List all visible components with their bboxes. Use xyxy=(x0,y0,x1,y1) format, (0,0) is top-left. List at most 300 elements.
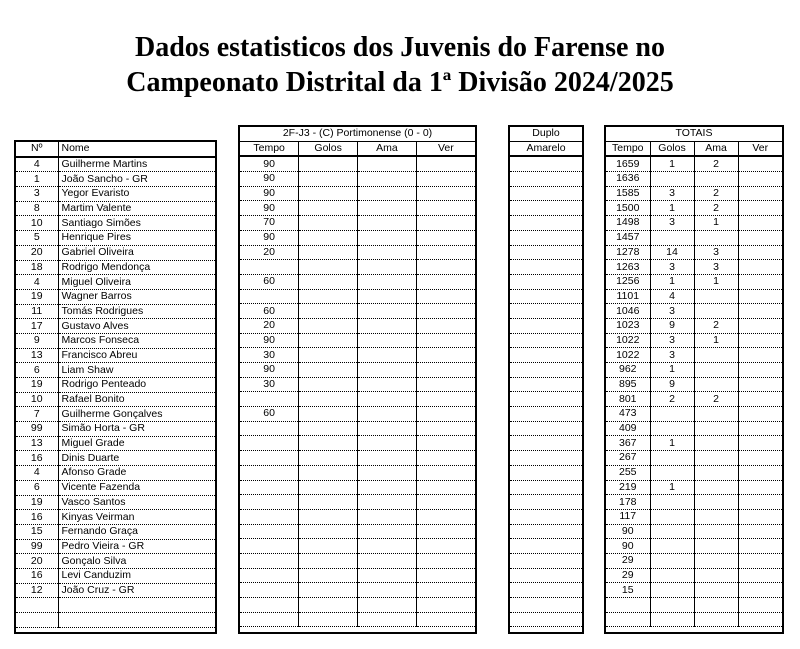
table-row xyxy=(240,598,475,613)
player-name: Gustavo Alves xyxy=(58,319,215,334)
table-row xyxy=(16,583,215,598)
totals-golos: 4 xyxy=(650,289,694,304)
player-number: 10 xyxy=(16,392,58,407)
match-tempo xyxy=(240,568,299,583)
totals-golos: 3 xyxy=(650,186,694,201)
table-row xyxy=(510,612,582,627)
table-row xyxy=(240,480,475,495)
match-golos xyxy=(299,407,358,422)
duplo-table-block xyxy=(508,125,584,634)
duplo-cell xyxy=(510,465,582,480)
totals-ver xyxy=(738,274,782,289)
table-row xyxy=(510,363,582,378)
title-line-1: Dados estatisticos dos Juvenis do Farense no xyxy=(135,32,665,63)
totals-tempo: 801 xyxy=(606,392,650,407)
duplo-cell xyxy=(510,568,582,583)
totals-ama: 2 xyxy=(694,186,738,201)
player-number: 3 xyxy=(16,187,58,202)
table-row xyxy=(510,583,582,598)
match-golos xyxy=(299,156,358,171)
totals-golos xyxy=(650,553,694,568)
table-row xyxy=(510,333,582,348)
player-name: Kinyas Veirman xyxy=(58,510,215,525)
totals-tempo: 90 xyxy=(606,539,650,554)
duplo-header-row xyxy=(510,127,582,141)
table-row xyxy=(16,201,215,216)
table-row xyxy=(16,275,215,290)
player-number: 1 xyxy=(16,172,58,187)
match-tempo xyxy=(240,524,299,539)
player-name: Marcos Fonseca xyxy=(58,333,215,348)
table-row xyxy=(606,495,782,510)
match-ver xyxy=(416,392,475,407)
totals-golos: 1 xyxy=(650,156,694,171)
table-row xyxy=(16,231,215,246)
player-name: Wagner Barros xyxy=(58,289,215,304)
totals-golos xyxy=(650,568,694,583)
match-tempo: 90 xyxy=(240,333,299,348)
player-number: 19 xyxy=(16,495,58,510)
player-number: 16 xyxy=(16,510,58,525)
duplo-cell xyxy=(510,245,582,260)
totals-ver xyxy=(738,201,782,216)
match-ver xyxy=(416,363,475,378)
duplo-cell xyxy=(510,392,582,407)
totals-ama: 1 xyxy=(694,274,738,289)
match-ama xyxy=(358,230,417,245)
duplo-cell xyxy=(510,421,582,436)
match-ama xyxy=(358,333,417,348)
table-row xyxy=(606,436,782,451)
totals-tempo: 1636 xyxy=(606,172,650,187)
totals-golos: 14 xyxy=(650,245,694,260)
totals-header: Ver xyxy=(738,141,782,156)
table-row xyxy=(510,407,582,422)
totals-ama xyxy=(694,568,738,583)
match-tempo: 70 xyxy=(240,216,299,231)
match-ver xyxy=(416,421,475,436)
totals-ama xyxy=(694,495,738,510)
totals-tempo: 962 xyxy=(606,363,650,378)
table-row xyxy=(240,436,475,451)
totals-tempo: 895 xyxy=(606,377,650,392)
table-row xyxy=(16,613,215,628)
table-row xyxy=(510,539,582,554)
match-ver xyxy=(416,612,475,627)
player-number: 6 xyxy=(16,480,58,495)
match-tempo xyxy=(240,598,299,613)
totals-ama xyxy=(694,583,738,598)
table-row xyxy=(240,407,475,422)
match-ver xyxy=(416,274,475,289)
table-row xyxy=(510,421,582,436)
duplo-cell xyxy=(510,451,582,466)
match-ver xyxy=(416,509,475,524)
totals-ama xyxy=(694,451,738,466)
table-row xyxy=(510,568,582,583)
table-row xyxy=(606,509,782,524)
totals-tempo xyxy=(606,612,650,627)
match-tempo: 20 xyxy=(240,245,299,260)
player-number: 5 xyxy=(16,231,58,246)
match-tempo: 60 xyxy=(240,304,299,319)
totals-table xyxy=(606,127,782,627)
table-row xyxy=(240,245,475,260)
totals-golos xyxy=(650,451,694,466)
match-golos xyxy=(299,318,358,333)
table-row xyxy=(240,333,475,348)
table-row xyxy=(606,465,782,480)
match-tempo xyxy=(240,260,299,275)
match-tempo xyxy=(240,465,299,480)
player-name: Pedro Vieira - GR xyxy=(58,539,215,554)
totals-ama xyxy=(694,553,738,568)
match-tempo: 90 xyxy=(240,186,299,201)
duplo-cell xyxy=(510,407,582,422)
table-row xyxy=(606,245,782,260)
duplo-cell xyxy=(510,539,582,554)
match-tempo xyxy=(240,553,299,568)
match-ama xyxy=(358,612,417,627)
table-row xyxy=(16,568,215,583)
player-name: Gabriel Oliveira xyxy=(58,245,215,260)
match-tempo: 90 xyxy=(240,156,299,171)
match-golos xyxy=(299,230,358,245)
totals-golos xyxy=(650,495,694,510)
table-row xyxy=(240,201,475,216)
match-golos xyxy=(299,333,358,348)
table-row xyxy=(606,612,782,627)
player-name: João Sancho - GR xyxy=(58,172,215,187)
player-name: Rodrigo Penteado xyxy=(58,378,215,393)
player-name: Rodrigo Mendonça xyxy=(58,260,215,275)
player-name: Liam Shaw xyxy=(58,363,215,378)
player-number: 99 xyxy=(16,422,58,437)
totals-ama: 2 xyxy=(694,201,738,216)
totals-title: TOTAIS xyxy=(606,127,782,141)
duplo-cell xyxy=(510,348,582,363)
duplo-cell xyxy=(510,524,582,539)
totals-tempo: 409 xyxy=(606,421,650,436)
match-tempo xyxy=(240,495,299,510)
totals-tempo: 90 xyxy=(606,524,650,539)
match-ver xyxy=(416,465,475,480)
totals-ama xyxy=(694,421,738,436)
table-row xyxy=(606,274,782,289)
player-name: Martim Valente xyxy=(58,201,215,216)
match-ver xyxy=(416,289,475,304)
table-row xyxy=(240,568,475,583)
totals-ver xyxy=(738,230,782,245)
match-tempo xyxy=(240,451,299,466)
totals-ver xyxy=(738,260,782,275)
totals-tempo: 473 xyxy=(606,407,650,422)
player-number: 11 xyxy=(16,304,58,319)
table-row xyxy=(240,451,475,466)
table-row xyxy=(606,392,782,407)
match-title: 2F-J3 - (C) Portimonense (0 - 0) xyxy=(240,127,475,141)
totals-tempo: 29 xyxy=(606,553,650,568)
totals-ver xyxy=(738,333,782,348)
table-row xyxy=(510,524,582,539)
match-tempo: 60 xyxy=(240,407,299,422)
match-golos xyxy=(299,172,358,187)
table-row xyxy=(240,539,475,554)
match-ama xyxy=(358,407,417,422)
table-row xyxy=(240,318,475,333)
match-ama xyxy=(358,245,417,260)
duplo-cell xyxy=(510,583,582,598)
totals-ama xyxy=(694,436,738,451)
player-name: Gonçalo Silva xyxy=(58,554,215,569)
match-ver xyxy=(416,583,475,598)
totals-golos xyxy=(650,407,694,422)
totals-ver xyxy=(738,421,782,436)
match-ver xyxy=(416,348,475,363)
table-row xyxy=(16,495,215,510)
totals-header: Tempo xyxy=(606,141,650,156)
table-row xyxy=(510,553,582,568)
totals-tempo: 1263 xyxy=(606,260,650,275)
match-ver xyxy=(416,407,475,422)
match-header: Golos xyxy=(299,141,358,156)
match-ver xyxy=(416,260,475,275)
table-row xyxy=(510,172,582,187)
table-row xyxy=(16,260,215,275)
match-golos xyxy=(299,260,358,275)
player-name: Guilherme Martins xyxy=(58,157,215,172)
player-name: Francisco Abreu xyxy=(58,348,215,363)
duplo-cell xyxy=(510,230,582,245)
match-ama xyxy=(358,260,417,275)
player-number: 9 xyxy=(16,333,58,348)
match-golos xyxy=(299,480,358,495)
duplo-header: Amarelo xyxy=(510,141,582,156)
match-ver xyxy=(416,186,475,201)
player-number: 17 xyxy=(16,319,58,334)
table-row xyxy=(240,363,475,378)
duplo-cell xyxy=(510,363,582,378)
match-golos xyxy=(299,539,358,554)
match-ama xyxy=(358,451,417,466)
table-row xyxy=(240,392,475,407)
match-golos xyxy=(299,568,358,583)
player-number: 18 xyxy=(16,260,58,275)
table-row xyxy=(510,304,582,319)
totals-ver xyxy=(738,612,782,627)
match-ver xyxy=(416,377,475,392)
duplo-header: Duplo xyxy=(510,127,582,141)
match-ama xyxy=(358,568,417,583)
match-golos xyxy=(299,612,358,627)
totals-header: Ama xyxy=(694,141,738,156)
totals-ver xyxy=(738,465,782,480)
table-row xyxy=(606,318,782,333)
totals-ama: 1 xyxy=(694,333,738,348)
totals-tempo: 1498 xyxy=(606,216,650,231)
table-row xyxy=(240,260,475,275)
table-row xyxy=(240,509,475,524)
totals-header: Golos xyxy=(650,141,694,156)
match-ama xyxy=(358,436,417,451)
totals-golos: 2 xyxy=(650,392,694,407)
match-golos xyxy=(299,598,358,613)
table-row xyxy=(16,422,215,437)
duplo-table xyxy=(510,127,582,627)
match-tempo xyxy=(240,480,299,495)
player-number: 4 xyxy=(16,466,58,481)
duplo-cell xyxy=(510,172,582,187)
totals-tempo: 267 xyxy=(606,451,650,466)
table-row xyxy=(240,583,475,598)
totals-tempo: 255 xyxy=(606,465,650,480)
header-row xyxy=(240,141,475,156)
table-row xyxy=(606,333,782,348)
totals-ama xyxy=(694,377,738,392)
totals-golos: 3 xyxy=(650,333,694,348)
table-row xyxy=(240,172,475,187)
match-ver xyxy=(416,230,475,245)
match-tempo xyxy=(240,289,299,304)
table-row xyxy=(510,318,582,333)
match-ver xyxy=(416,318,475,333)
table-row xyxy=(16,157,215,172)
match-ama xyxy=(358,509,417,524)
totals-ama xyxy=(694,539,738,554)
match-tempo: 60 xyxy=(240,274,299,289)
match-golos xyxy=(299,451,358,466)
totals-ver xyxy=(738,216,782,231)
totals-ver xyxy=(738,377,782,392)
totals-ama: 3 xyxy=(694,245,738,260)
player-name: Rafael Bonito xyxy=(58,392,215,407)
table-row xyxy=(510,216,582,231)
totals-ver xyxy=(738,392,782,407)
match-ama xyxy=(358,348,417,363)
table-row xyxy=(606,451,782,466)
duplo-cell xyxy=(510,201,582,216)
totals-tempo: 1585 xyxy=(606,186,650,201)
totals-tempo: 1278 xyxy=(606,245,650,260)
totals-title-row xyxy=(606,127,782,141)
player-number: 12 xyxy=(16,583,58,598)
table-row xyxy=(510,495,582,510)
totals-tempo: 1500 xyxy=(606,201,650,216)
header-number: Nº xyxy=(16,142,58,157)
totals-tempo: 1023 xyxy=(606,318,650,333)
totals-ver xyxy=(738,245,782,260)
match-ver xyxy=(416,568,475,583)
totals-ver xyxy=(738,186,782,201)
totals-ama: 2 xyxy=(694,156,738,171)
match-golos xyxy=(299,524,358,539)
table-row xyxy=(16,333,215,348)
match-ver xyxy=(416,245,475,260)
match-golos xyxy=(299,553,358,568)
table-row xyxy=(606,539,782,554)
totals-golos xyxy=(650,524,694,539)
totals-golos: 1 xyxy=(650,274,694,289)
match-ama xyxy=(358,274,417,289)
table-row xyxy=(510,480,582,495)
player-name xyxy=(58,613,215,628)
duplo-cell xyxy=(510,274,582,289)
totals-golos xyxy=(650,612,694,627)
totals-tempo: 1659 xyxy=(606,156,650,171)
totals-tempo: 29 xyxy=(606,568,650,583)
totals-tempo: 117 xyxy=(606,509,650,524)
totals-ver xyxy=(738,451,782,466)
match-ama xyxy=(358,495,417,510)
match-tempo xyxy=(240,436,299,451)
totals-ver xyxy=(738,583,782,598)
table-row xyxy=(606,553,782,568)
totals-tempo: 1022 xyxy=(606,348,650,363)
match-ama xyxy=(358,465,417,480)
duplo-cell xyxy=(510,612,582,627)
player-number xyxy=(16,613,58,628)
player-name: Dinis Duarte xyxy=(58,451,215,466)
totals-golos: 1 xyxy=(650,480,694,495)
totals-tempo: 1101 xyxy=(606,289,650,304)
player-number: 16 xyxy=(16,451,58,466)
player-name: Miguel Oliveira xyxy=(58,275,215,290)
match-tempo: 20 xyxy=(240,318,299,333)
totals-golos xyxy=(650,539,694,554)
player-number: 19 xyxy=(16,378,58,393)
match-tempo xyxy=(240,392,299,407)
totals-golos: 1 xyxy=(650,436,694,451)
match-ama xyxy=(358,186,417,201)
match-ama xyxy=(358,598,417,613)
match-tempo xyxy=(240,539,299,554)
totals-ver xyxy=(738,363,782,378)
table-row xyxy=(240,186,475,201)
match-golos xyxy=(299,436,358,451)
table-row xyxy=(16,510,215,525)
totals-ver xyxy=(738,568,782,583)
table-row xyxy=(510,201,582,216)
table-row xyxy=(240,377,475,392)
totals-ama xyxy=(694,348,738,363)
match-header: Tempo xyxy=(240,141,299,156)
match-golos xyxy=(299,245,358,260)
match-tempo: 90 xyxy=(240,363,299,378)
match-golos xyxy=(299,304,358,319)
match-golos xyxy=(299,216,358,231)
match-ver xyxy=(416,539,475,554)
table-row xyxy=(16,319,215,334)
match-ama xyxy=(358,156,417,171)
totals-ver xyxy=(738,407,782,422)
totals-ama xyxy=(694,612,738,627)
totals-tempo xyxy=(606,598,650,613)
player-name: João Cruz - GR xyxy=(58,583,215,598)
match-ama xyxy=(358,216,417,231)
table-row xyxy=(510,230,582,245)
player-number: 13 xyxy=(16,348,58,363)
duplo-cell xyxy=(510,495,582,510)
table-row xyxy=(16,480,215,495)
match-ver xyxy=(416,216,475,231)
totals-golos: 3 xyxy=(650,348,694,363)
totals-table-block xyxy=(604,125,784,634)
match-golos xyxy=(299,509,358,524)
totals-ama xyxy=(694,598,738,613)
table-row xyxy=(510,156,582,171)
totals-golos xyxy=(650,583,694,598)
match-tempo xyxy=(240,583,299,598)
